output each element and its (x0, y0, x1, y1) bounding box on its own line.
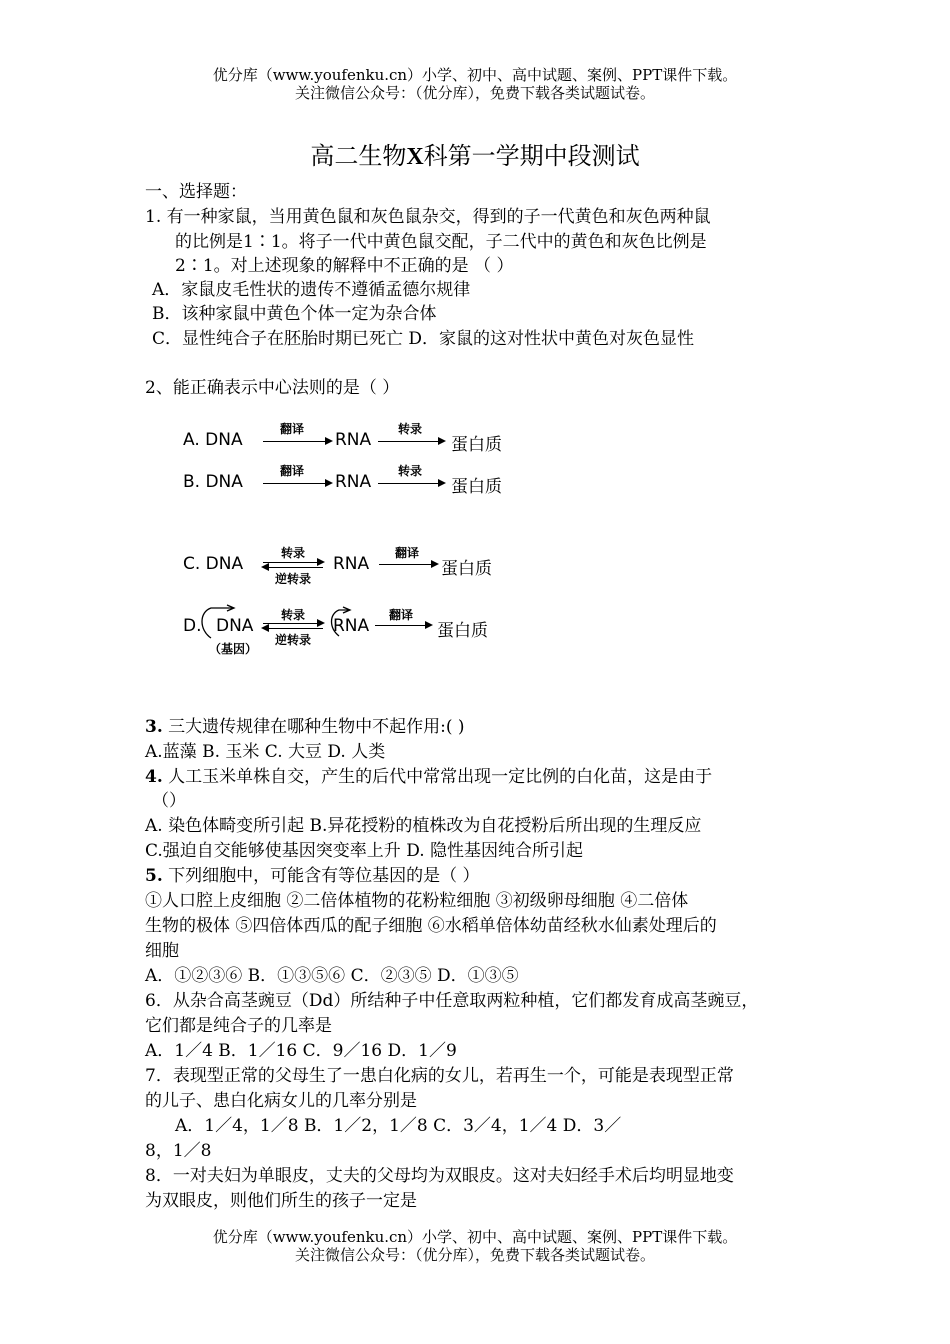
q1-line3: 2∶1。对上述现象的解释中不正确的是 （ ） (175, 256, 514, 276)
q6-line1: 6．从杂合高茎豌豆（Dd）所结种子中任意取两粒种植，它们都发育成高茎豌豆， (145, 991, 759, 1011)
page-footer (0, 1228, 950, 1264)
diagram-c-rna: RNA (333, 554, 370, 574)
diagram-d-rna: RNA (333, 616, 370, 636)
header-line-1: 优分库（www.youfenku.cn）小学、初中、高中试题、案例、PPT课件下载。 (212, 66, 738, 84)
diagram-a-arrow1 (263, 441, 331, 442)
q7-line1: 7．表现型正常的父母生了一患白化病的女儿，若再生一个，可能是表现型正常 (145, 1066, 734, 1086)
diagram-d-arrow2 (375, 625, 431, 626)
diagram-b-protein: 蛋白质 (451, 477, 502, 497)
diagram-d-rev-arrow (263, 628, 323, 629)
title-bold: X (406, 144, 424, 170)
q1-line2: 的比例是1∶1。将子一代中黄色鼠交配，子二代中的黄色和灰色比例是 (175, 232, 707, 252)
q8-line2: 为双眼皮，则他们所生的孩子一定是 (145, 1191, 417, 1211)
diagram-a-protein: 蛋白质 (451, 435, 502, 455)
diagram-c-arrow2-label: 翻译 (395, 546, 420, 560)
q1-option-a: A．家鼠皮毛性状的遗传不遵循孟德尔规律 (152, 280, 471, 300)
diagram-d-prefix: D. (183, 616, 202, 636)
diagram-a-arrow2-label: 转录 (398, 422, 423, 436)
diagram-b-arrow2 (378, 483, 444, 484)
q4-options-cd: C.强迫自交能够使基因突变率上升 D. 隐性基因纯合所引起 (145, 841, 584, 861)
page-header (0, 66, 950, 102)
diagram-d-fwd-arrow (263, 623, 323, 624)
diagram-a-label: A. DNA (183, 430, 243, 450)
diagram-b-label: B. DNA (183, 472, 243, 492)
q5-line3: 细胞 (145, 941, 179, 961)
diagram-b-arrow1 (263, 483, 331, 484)
q5-line1: ①人口腔上皮细胞 ②二倍体植物的花粉粒细胞 ③初级卵母细胞 ④二倍体 (145, 891, 689, 911)
q8-line1: 8．一对夫妇为单眼皮，丈夫的父母均为双眼皮。这对夫妇经手术后均明显地变 (145, 1166, 734, 1186)
diagram-c-arrow2 (379, 564, 437, 565)
page-title (0, 136, 950, 171)
q4-options-ab: A. 染色体畸变所引起 B.异花授粉的植株改为自花授粉后所出现的生理反应 (145, 816, 702, 836)
q3-num: 3. (145, 717, 163, 737)
diagram-a-arrow1-label: 翻译 (280, 422, 305, 436)
q3-options: A.蓝藻 B. 玉米 C. 大豆 D. 人类 (145, 742, 386, 762)
q3-stem (145, 712, 465, 737)
q7-line2: 的儿子、患白化病女儿的几率分别是 (145, 1091, 417, 1111)
q1-option-cd: C．显性纯合子在胚胎时期已死亡 D．家鼠的这对性状中黄色对灰色显性 (152, 329, 695, 349)
diagram-b-arrow1-label: 翻译 (280, 464, 305, 478)
diagram-d-dna: DNA (216, 616, 254, 636)
section-heading: 一、选择题： (145, 182, 247, 202)
q5-options: A．①②③⑥ B．①③⑤⑥ C．②③⑤ D．①③⑤ (145, 966, 519, 986)
diagram-c-label: C. DNA (183, 554, 244, 574)
q2-stem: 2、能正确表示中心法则的是（ ） (145, 378, 400, 398)
q5-stem (145, 861, 480, 886)
diagram-d-gene: （基因） (209, 642, 258, 656)
diagram-d-fwd-label: 转录 (281, 608, 306, 622)
title-pre: 高二生物 (310, 142, 407, 170)
diagram-d-arrow2-label: 翻译 (389, 608, 414, 622)
diagram-a-arrow2 (378, 441, 444, 442)
diagram-d-rev-label: 逆转录 (275, 633, 312, 647)
diagram-c-fwd-label: 转录 (281, 546, 306, 560)
diagram-c-rev-arrow (263, 567, 323, 568)
q5-num: 5. (145, 866, 163, 886)
header-line-2: 关注微信公众号：（优分库），免费下载各类试题试卷。 (294, 84, 655, 102)
q6-options: A．1／4 B．1／16 C．9／16 D．1／9 (145, 1041, 457, 1061)
diagram-a-rna: RNA (335, 430, 372, 450)
q7-options: A．1／4，1／8 B．1／2，1／8 C．3／4，1／4 D．3／ (175, 1116, 622, 1136)
diagram-c-protein: 蛋白质 (441, 559, 492, 579)
diagram-d-protein: 蛋白质 (437, 621, 488, 641)
q1-option-b: B．该种家鼠中黄色个体一定为杂合体 (152, 304, 437, 324)
q5-text: 下列细胞中，可能含有等位基因的是（ ） (168, 866, 480, 886)
q4-paren: （） (152, 791, 186, 811)
q7-options-cont: 8，1／8 (145, 1141, 212, 1161)
diagram-b-arrow2-label: 转录 (398, 464, 423, 478)
q1-line1: 1. 有一种家鼠，当用黄色鼠和灰色鼠杂交，得到的子一代黄色和灰色两种鼠 (145, 207, 711, 227)
diagram-c-fwd-arrow (263, 562, 323, 563)
diagram-b-rna: RNA (335, 472, 372, 492)
q4-num: 4. (145, 767, 163, 787)
title-post: 科第一学期中段测试 (423, 142, 640, 170)
q4-text: 人工玉米单株自交，产生的后代中常常出现一定比例的白化苗，这是由于 (168, 767, 713, 787)
q3-text: 三大遗传规律在哪种生物中不起作用:( ) (168, 717, 465, 737)
footer-line-2: 关注微信公众号：（优分库），免费下载各类试题试卷。 (294, 1246, 655, 1264)
diagram-c-rev-label: 逆转录 (275, 572, 312, 586)
q6-line2: 它们都是纯合子的几率是 (145, 1016, 332, 1036)
q4-stem (145, 762, 712, 787)
footer-line-1: 优分库（www.youfenku.cn）小学、初中、高中试题、案例、PPT课件下载。 (212, 1228, 738, 1246)
q5-line2: 生物的极体 ⑤四倍体西瓜的配子细胞 ⑥水稻单倍体幼苗经秋水仙素处理后的 (145, 916, 717, 936)
